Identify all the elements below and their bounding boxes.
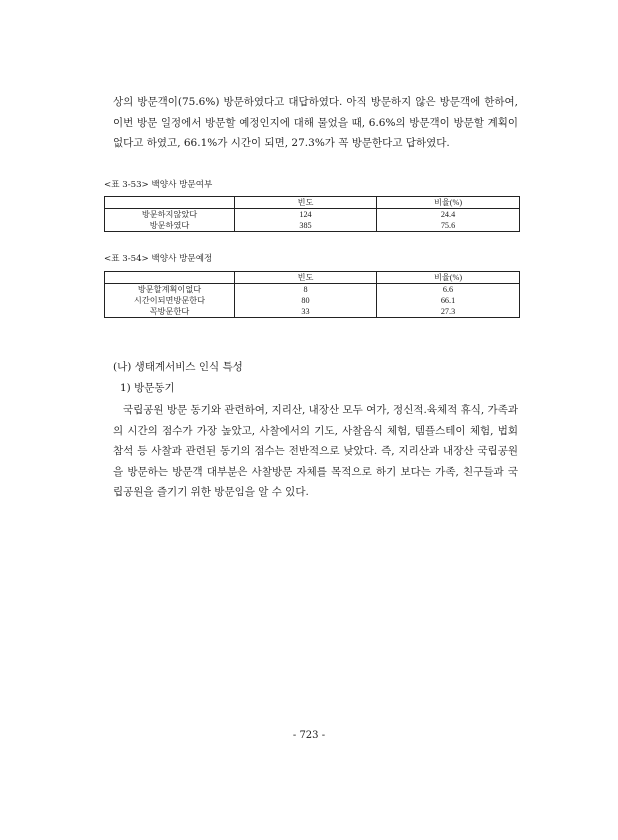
frequency-cell: 385 — [235, 220, 377, 232]
frequency-cell: 33 — [235, 306, 377, 318]
header-cell: 빈도 — [235, 197, 377, 209]
visit-plan-table — [104, 271, 520, 318]
section-heading: (나) 생태계서비스 인식 특성 — [113, 361, 243, 373]
table-header-row — [105, 272, 520, 284]
row-label: 방문하지않았다 — [105, 209, 235, 221]
percent-cell: 75.6 — [377, 220, 520, 232]
header-cell — [105, 197, 235, 209]
row-label: 시간이되면방문한다 — [105, 295, 235, 306]
row-label: 방문할계획이없다 — [105, 284, 235, 296]
percent-cell: 6.6 — [377, 284, 520, 296]
frequency-cell: 124 — [235, 209, 377, 221]
table-row — [105, 284, 520, 296]
page-number: - 723 - — [292, 730, 326, 741]
motivation-paragraph: 국립공원 방문 동기와 관련하여, 지리산, 내장산 모두 여가, 정신적.육체적 휴식, 가족과의 시간의 점수가 가장 높았고, 사찰에서의 기도, 사찰음식 체험, 템플스테이 체험, 법회참석 등 사찰과 관련된 동기의 점수는 전반적으로 낮았다. 즉, 지리산과 내장산 국립공원을 방문하는 방문객 대부분은 사찰방문 자체를 목적으로 하기 보다는 가족, 친구들과 국립공원을 즐기기 위한 방문임을 알 수 있다. — [113, 404, 518, 498]
visit-status-table — [104, 196, 520, 232]
table-1-caption: <표 3-53> 백양사 방문여부 — [104, 180, 213, 190]
table-2-caption: <표 3-54> 백양사 방문예정 — [104, 254, 213, 264]
frequency-cell: 80 — [235, 295, 377, 306]
intro-paragraph: 상의 방문객이(75.6%) 방문하였다고 대답하였다. 아직 방문하지 않은 방문객에 한하여, 이번 방문 일정에서 방문할 예정인지에 대해 물었을 때, 6.6%의 방문객이 방문할 계획이 없다고 하였고, 66.1%가 시간이 되면, 27.3%가 꼭 방문한다고 답하였다. — [113, 96, 518, 149]
table-row — [105, 209, 520, 221]
header-cell: 빈도 — [235, 272, 377, 284]
frequency-cell: 8 — [235, 284, 377, 296]
header-cell: 비율(%) — [377, 197, 520, 209]
table-row — [105, 306, 520, 318]
table-row — [105, 220, 520, 232]
table-row — [105, 295, 520, 306]
header-cell — [105, 272, 235, 284]
row-label: 방문하였다 — [105, 220, 235, 232]
header-cell: 비율(%) — [377, 272, 520, 284]
percent-cell: 66.1 — [377, 295, 520, 306]
percent-cell: 27.3 — [377, 306, 520, 318]
table-header-row — [105, 197, 520, 209]
percent-cell: 24.4 — [377, 209, 520, 221]
subsection-heading: 1) 방문동기 — [120, 382, 175, 394]
row-label: 꼭방문한다 — [105, 306, 235, 318]
